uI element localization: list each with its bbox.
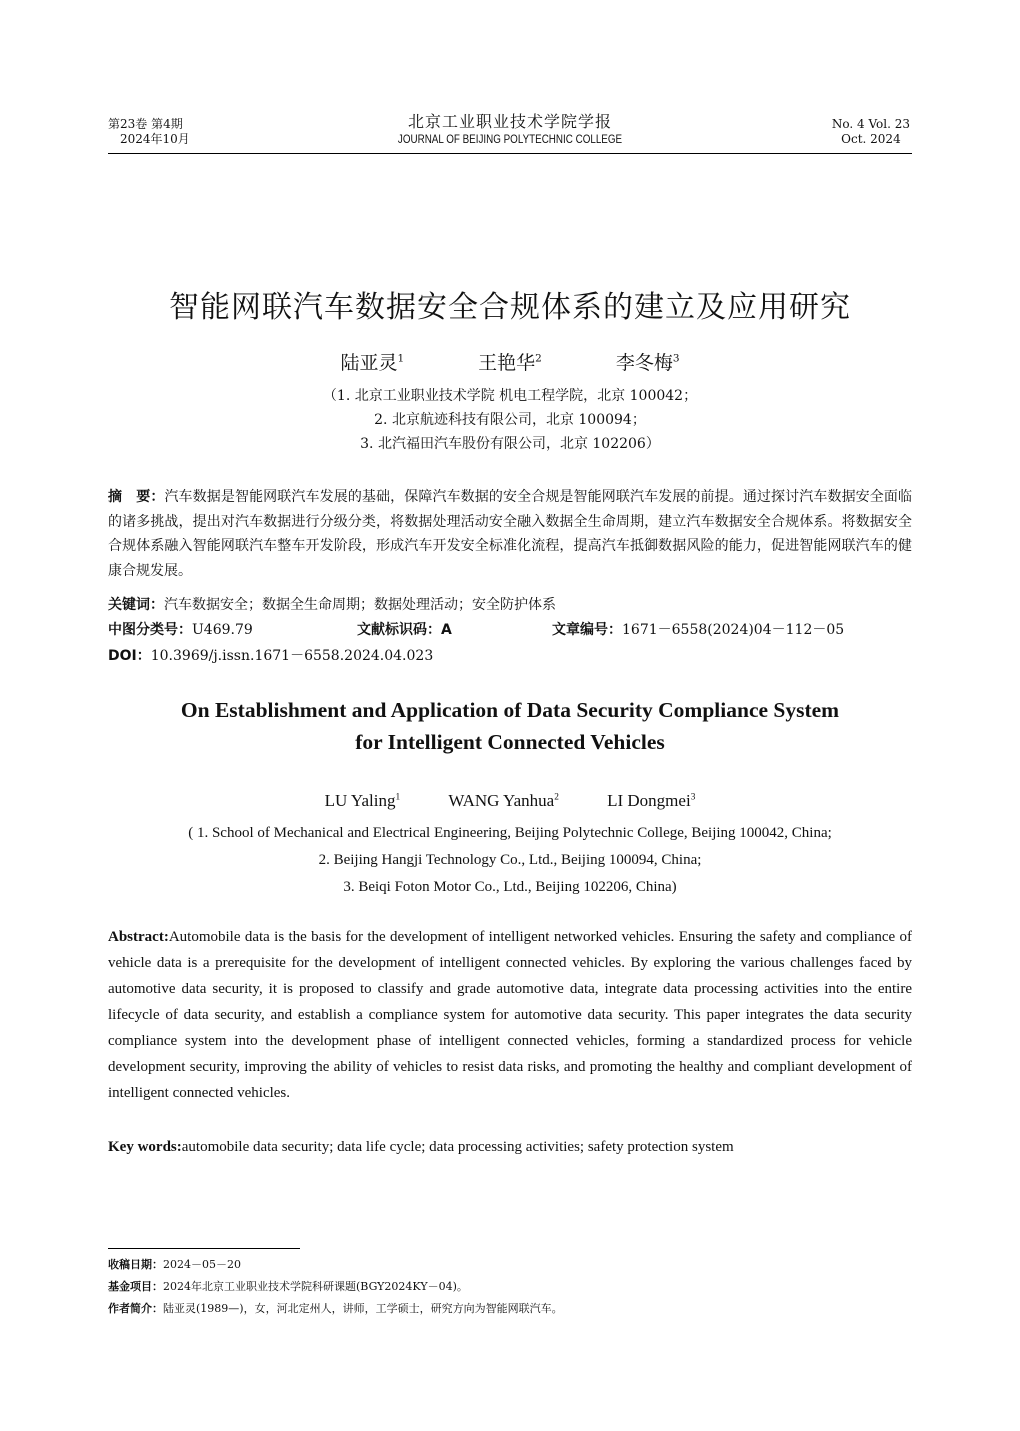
issue-volume-en: No. 4 Vol. 23 [831, 117, 910, 131]
keywords-cn-label: 关键词： [108, 597, 164, 613]
abstract-en-label: Abstract: [108, 929, 169, 945]
volume-issue: 第23卷 第4期 [108, 117, 183, 131]
clc-number: 中图分类号：U469.79 [108, 622, 253, 638]
paper-title-cn: 智能网联汽车数据安全合规体系的建立及应用研究 [169, 290, 851, 325]
abstract-cn [108, 485, 912, 583]
author-cn: 陆亚灵$^1$ [340, 352, 405, 374]
header-rule [108, 153, 912, 154]
abstract-en-text: Automobile data is the basis for the development of intelligent networked vehicles. Ensuring the safety and compliance of vehicle data is a prerequisite for the development of intelligent connected vehicles. By exploring the various challenges faced by automotive data security, it is proposed to classify and grade automotive data, integrate data processing activities into the entire lifecycle of data security, and establish a compliance system for automotive data security. This paper integrates the data security compliance system into the development phase of intelligent connected vehicles, forming a standardized process for vehicle development security, improving the ability of vehicles to resist data risks, and promoting the healthy and compliant development of intelligent connected vehicles. [108, 929, 912, 1101]
publication-date: 2024年10月 [120, 132, 190, 146]
authors-cn [0, 348, 1020, 375]
affiliation-line: （1. 北京工业职业技术学院 机电工程学院，北京 100042； [322, 388, 698, 404]
article-number: 文章编号：1671－6558(2024)04－112－05 [552, 622, 845, 638]
author-cn: 李冬梅$^3$ [615, 352, 680, 374]
affiliation-line: 2. Beijing Hangji Technology Co., Ltd., Beijing 100094, China; [318, 852, 702, 868]
affiliations-en [0, 820, 1020, 901]
author-cn: 王艳华$^2$ [478, 352, 542, 374]
classification-row [108, 619, 912, 641]
keywords-cn-text: 汽车数据安全；数据全生命周期；数据处理活动；安全防护体系 [164, 597, 556, 613]
affiliations-cn [0, 384, 1020, 456]
keywords-en-text: automobile data security; data life cycle; data processing activities; safety protection system [181, 1139, 734, 1155]
date-en: Oct. 2024 [841, 132, 901, 146]
abstract-cn-text: 汽车数据是智能网联汽车发展的基础，保障汽车数据的安全合规是智能网联汽车发展的前提。通过探讨汽车数据安全面临的诸多挑战，提出对汽车数据进行分级分类，将数据处理活动安全融入数据全生命周期，建立汽车数据安全合规体系。将数据安全合规体系融入智能网联汽车整车开发阶段，形成汽车开发安全标准化流程，提高汽车抵御数据风险的能力，促进智能网联汽车的健康合规发展。 [108, 489, 913, 579]
authors-en [0, 791, 1020, 811]
journal-name-cn: 北京工业职业技术学院学报 [407, 112, 612, 131]
affiliation-line: 2. 北京航迹科技有限公司，北京 100094； [374, 412, 646, 428]
author-en: LU Yaling$^1$ [324, 791, 401, 810]
author-en: LI Dongmei$^3$ [607, 791, 696, 810]
doi [108, 645, 433, 665]
footnote-rule [108, 1248, 300, 1249]
title-en-line: for Intelligent Connected Vehicles [355, 730, 665, 754]
paper-title-en [0, 694, 1020, 758]
abstract-cn-label: 摘 要： [108, 489, 165, 505]
keywords-en [108, 1134, 912, 1160]
author-en: WANG Yanhua$^2$ [448, 791, 559, 810]
footnote-author: 作者简介：陆亚灵(1989—)，女，河北定州人，讲师，工学硕士，研究方向为智能网联汽车。 [108, 1302, 563, 1315]
affiliation-line: ( 1. School of Mechanical and Electrical Engineering, Beijing Polytechnic College, Beijing 100042, China; [188, 825, 832, 841]
footnote-fund: 基金项目：2024年北京工业职业技术学院科研课题(BGY2024KY－04)。 [108, 1280, 468, 1293]
abstract-en [108, 924, 912, 1106]
affiliation-line: 3. Beiqi Foton Motor Co., Ltd., Beijing 102206, China) [343, 879, 677, 895]
document-code: 文献标识码：A [357, 622, 452, 638]
volume-issue-info-en [832, 117, 910, 147]
doi-label: DOI： [108, 648, 151, 664]
affiliation-line: 3. 北汽福田汽车股份有限公司，北京 102206） [360, 436, 660, 452]
title-en-line: On Establishment and Application of Data Security Compliance System [180, 698, 840, 722]
footnote-received: 收稿日期：2024－05－20 [108, 1258, 241, 1271]
keywords-en-label: Key words: [108, 1139, 182, 1155]
journal-name-en: JOURNAL OF BEIJING POLYTECHNIC COLLEGE [397, 132, 623, 146]
doi-value: 10.3969/j.issn.1671－6558.2024.04.023 [150, 648, 434, 664]
keywords-cn [108, 593, 912, 618]
